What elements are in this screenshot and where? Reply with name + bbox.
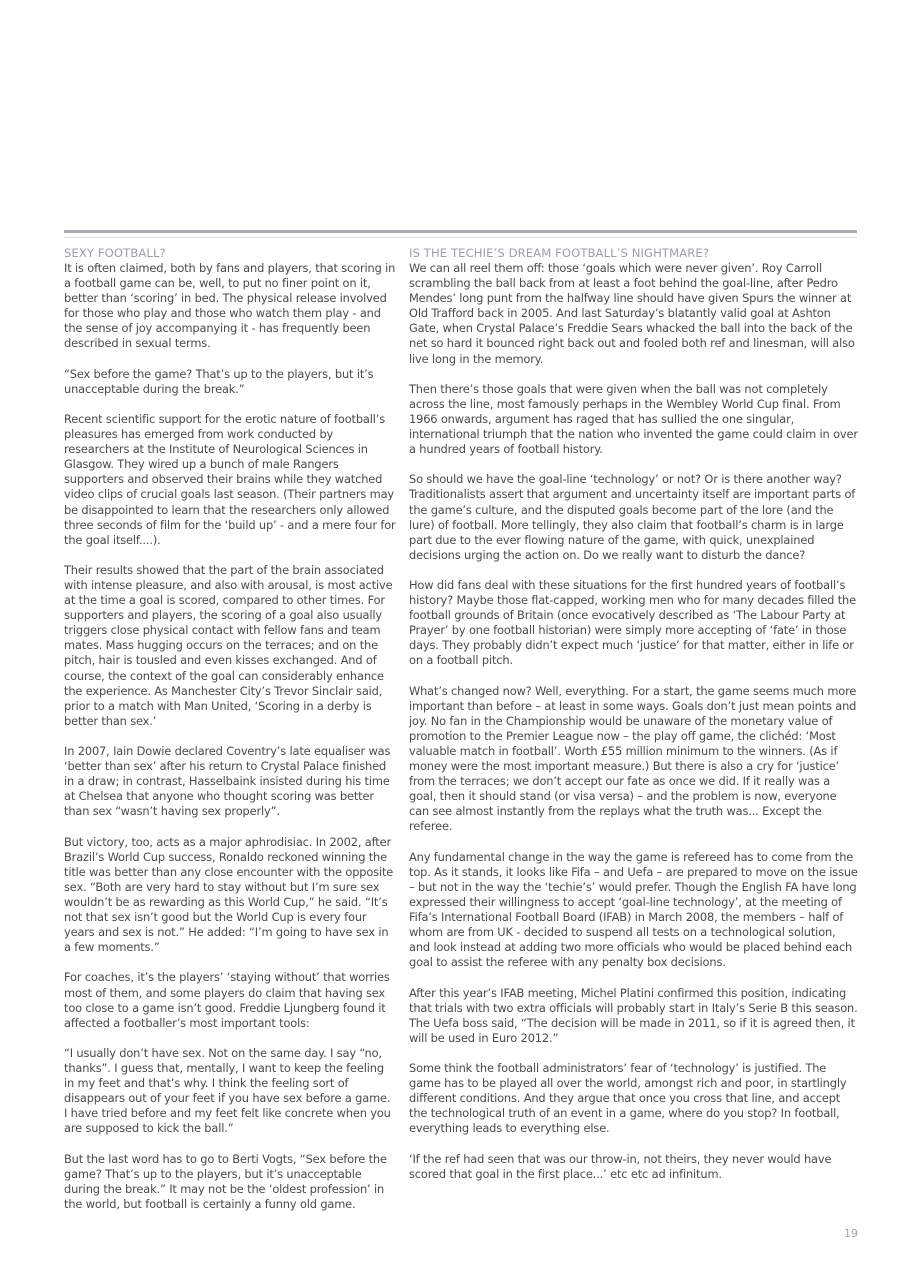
paragraph: What’s changed now? Well, everything. For a start, the game seems much more important than before – at least in some ways. Goals don’t just mean points and joy. No fan in the Championship would be unaware of the monetary value of promotion to the Premier League now – the play off game, the clichéd: ‘Most valuable match in football’. Worth £55 million minimum to the winners. (As if money were the most important measure.) But there is also a cry for ‘justice’ from the terraces; we don’t accept our fate as once we did. If it really was a goal, then it should stand (or visa versa) – and the problem is now, everyone can see almost instantly from the replays what the truth was... Except the referee.: [409, 683, 857, 834]
article-heading: IS THE TECHIE’S DREAM FOOTBALL’S NIGHTMARE?: [409, 246, 710, 260]
article-heading: SEXY FOOTBALL?: [64, 246, 166, 260]
paragraph: Some think the football administrators’ fear of ‘technology’ is justified. The game has to be played all over the world, amongst rich and poor, in startlingly different conditions. And they argue that once you cross that line, and accept the technological truth of an event in a game, where do you stop? In football, everything leads to everything else.: [409, 1060, 847, 1136]
paragraph: In 2007, Iain Dowie declared Coventry’s late equaliser was ‘better than sex’ after his return to Crystal Palace finished in a draw; in contrast, Hasselbaink insisted during his time at Chelsea that anyone who thought scoring was better than sex “wasn’t having sex properly”.: [64, 744, 391, 819]
paragraph: Then there’s those goals that were given when the ball was not completely across the line, most famously perhaps in the Wembley World Cup final. From 1966 onwards, argument has raged that has sullied the one singular, international triumph that the nation who invented the game could claim in over a hundred years of football history.: [409, 381, 858, 457]
page-number: 19: [844, 1227, 858, 1240]
paragraph: We can all reel them off: those ‘goals which were never given’. Roy Carroll scrambling the ball back from at least a foot behind the goal-line, after Pedro Mendes’ long punt from the halfway line should have given Spurs the winner at Old Trafford back in 2005. And last Saturday’s blatantly valid goal at Ashton Gate, when Crystal Palace’s Freddie Sears whacked the ball into the back of the net so hard it bounced right back out and fooled both ref and linesman, will also live long in the memory.: [409, 261, 855, 366]
header-rule-thin: [64, 237, 857, 238]
quote-paragraph: “I usually don’t have sex. Not on the same day. I say “no, thanks”. I guess that, mentally, I want to keep the feeling in my feet and that’s why. I think the feeling sort of disappears out of your feet if you have sex before a game. I have tried before and my feet felt like concrete when you are supposed to kick the ball.”: [64, 1045, 391, 1136]
paragraph: But victory, too, acts as a major aphrodisiac. In 2002, after Brazil’s World Cup success, Ronaldo reckoned winning the title was better than any close encounter with the opposite sex. “Both are very hard to stay without but I’m sure sex wouldn’t be as rewarding as this World Cup,” he said. “It’s not that sex isn’t good but the World Cup is every four years and sex is not.” He added: “I’m going to have sex in a few moments.”: [64, 834, 394, 955]
paragraph: For coaches, it’s the players’ ‘staying without’ that worries most of them, and some players do claim that having sex too close to a game isn’t good. Freddie Ljungberg found it affected a footballer’s most important tools:: [64, 970, 390, 1030]
paragraph: But the last word has to go to Berti Vogts, “Sex before the game? That’s up to the players, but it’s unacceptable during the break.” It may not be the ‘oldest profession’ in the world, but football is certainly a funny old game.: [64, 1151, 387, 1211]
pull-quote: “Sex before the game? That’s up to the players, but it’s unacceptable during the break.”: [64, 366, 374, 396]
paragraph: It is often claimed, both by fans and players, that scoring in a football game can be, well, to put no finer point on it, better than ‘scoring’ in bed. The physical release involved for those who play and those who watch them play - and the sense of joy accompanying it - has frequently been described in sexual terms.: [64, 261, 396, 351]
paragraph: So should we have the goal-line ‘technology’ or not? Or is there another way? Traditionalists assert that argument and uncertainty itself are important parts of the game’s culture, and the disputed goals become part of the lore (and the lure) of football. More tellingly, they also claim that football’s charm is in large part due to the ever flowing nature of the game, with quick, unexplained decisions urging the action on. Do we really want to disturb the dance?: [409, 472, 856, 562]
header-rule-thick: [64, 230, 857, 233]
article-sexy-football: [64, 246, 396, 1227]
paragraph: How did fans deal with these situations for the first hundred years of football’s history? Maybe those flat-capped, working men who for many decades filled the football grounds of Britain (once evocatively described as ‘The Labour Party at Prayer’ by one football historian) were simply more accepting of ‘fate’ in those days. They probably didn’t expect much ‘justice’ for that matter, either in life or on a football pitch.: [409, 577, 856, 668]
paragraph: Their results showed that the part of the brain associated with intense pleasure, and also with arousal, is most active at the time a goal is scored, compared to other times. For supporters and players, the scoring of a goal also usually triggers close physical contact with fellow fans and team mates. Mass hugging occurs on the terraces; and on the pitch, hair is tousled and even kisses exchanged. And of course, the context of the goal can considerably enhance the experience. As Manchester City’s Trevor Sinclair said, prior to a match with Man United, ‘Scoring in a derby is better than sex.’: [64, 562, 393, 728]
paragraph: ‘If the ref had seen that was our throw-in, not theirs, they never would have scored that goal in the first place...’ etc etc ad infinitum.: [409, 1151, 832, 1181]
article-techies-dream: [409, 246, 859, 1197]
paragraph: Any fundamental change in the way the game is refereed has to come from the top. As it stands, it looks like Fifa – and Uefa – are prepared to move on the issue – but not in the way the ‘techie’s’ would prefer. Though the English FA have long expressed their willingness to accept ‘goal-line technology’, at the meeting of Fifa’s International Football Board (IFAB) in March 2008, the members – half of whom are from UK - decided to suspend all tests on a technological solution, and look instead at adding two more officials who would be placed behind each goal to assist the referee with any penalty box decisions.: [409, 849, 858, 970]
paragraph: After this year’s IFAB meeting, Michel Platini confirmed this position, indicating that trials with two extra officials will probably start in Italy’s Serie B this season. The Uefa boss said, “The decision will be made in 2011, so if it is agreed then, it will be used in Euro 2012.”: [409, 985, 858, 1045]
paragraph: Recent scientific support for the erotic nature of football’s pleasures has emerged from work conducted by researchers at the Institute of Neurological Sciences in Glasgow. They wired up a bunch of male Rangers supporters and observed their brains while they watched video clips of crucial goals last season. (Their partners may be disappointed to learn that the researchers only allowed three seconds of film for the ‘build up’ - and a mere four for the goal itself....).: [64, 411, 396, 547]
